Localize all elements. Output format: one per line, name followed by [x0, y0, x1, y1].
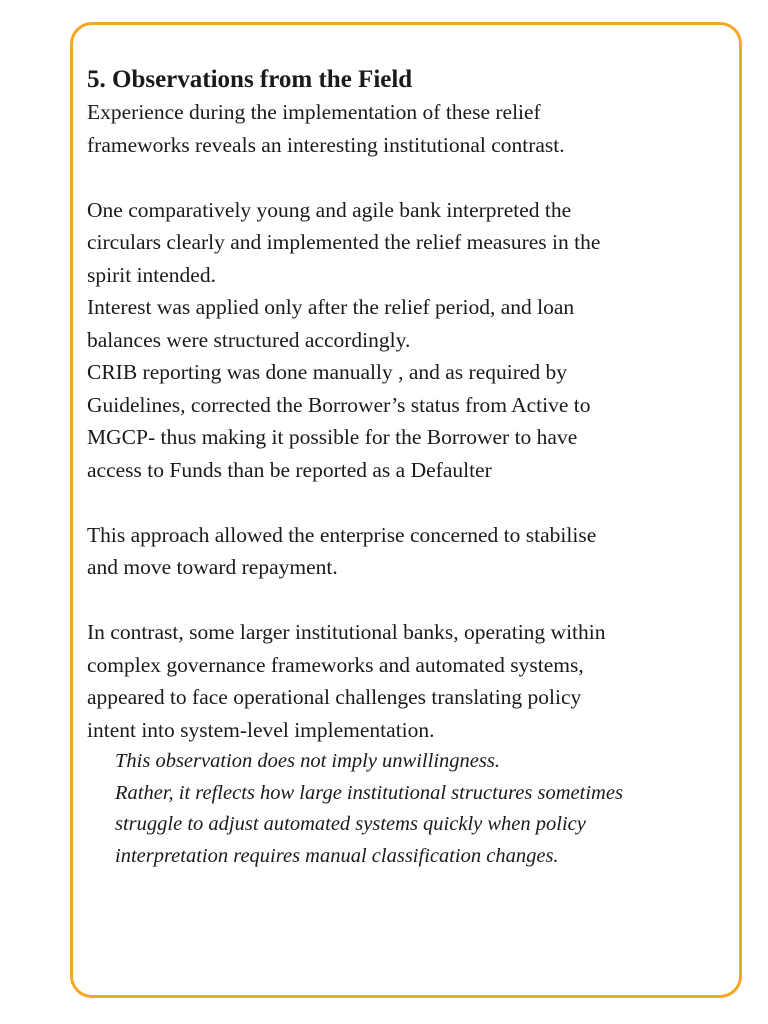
italic-note — [87, 746, 737, 872]
section-heading: 5. Observations from the Field — [87, 66, 413, 93]
text-line: appeared to face operational challenges translating policy — [87, 685, 582, 709]
text-line: complex governance frameworks and automated systems, — [87, 652, 584, 677]
paragraph-spacer — [87, 486, 737, 519]
agile-bank-paragraph — [87, 194, 737, 487]
outcome-paragraph — [87, 519, 737, 584]
text-line: In contrast, some larger institutional banks, operating within — [87, 620, 606, 644]
text-line: and move toward repayment. — [87, 555, 338, 579]
note-line: This observation does not imply unwillingness. — [115, 750, 500, 772]
contrast-paragraph — [87, 616, 737, 746]
text-line: balances were structured accordingly. — [87, 327, 411, 352]
text-line: MGCP- thus making it possible for the Borrower to have — [87, 425, 578, 449]
text-line: frameworks reveals an interesting institutional contrast. — [87, 132, 565, 157]
text-line: One comparatively young and agile bank interpreted the — [87, 197, 572, 222]
section-content — [87, 64, 737, 872]
paragraph-spacer — [87, 161, 737, 194]
text-line: CRIB reporting was done manually , and as required by — [87, 360, 568, 384]
note-line: Rather, it reflects how large institutional structures sometimes — [115, 781, 623, 804]
text-line: Guidelines, corrected the Borrower’s status from Active to — [87, 392, 591, 417]
note-line: interpretation requires manual classification changes. — [115, 844, 559, 867]
text-line: intent into system-level implementation. — [87, 717, 435, 742]
text-line: spirit intended. — [87, 262, 216, 287]
text-line: This approach allowed the enterprise concerned to stabilise — [87, 522, 597, 547]
intro-paragraph — [87, 96, 737, 161]
text-line: Interest was applied only after the relief period, and loan — [87, 295, 575, 319]
text-line: circulars clearly and implemented the relief measures in the — [87, 230, 601, 254]
text-line: access to Funds than be reported as a Defaulter — [87, 457, 492, 482]
text-line: Experience during the implementation of these relief — [87, 100, 541, 124]
note-line: struggle to adjust automated systems quickly when policy — [115, 813, 586, 835]
paragraph-spacer — [87, 584, 737, 617]
